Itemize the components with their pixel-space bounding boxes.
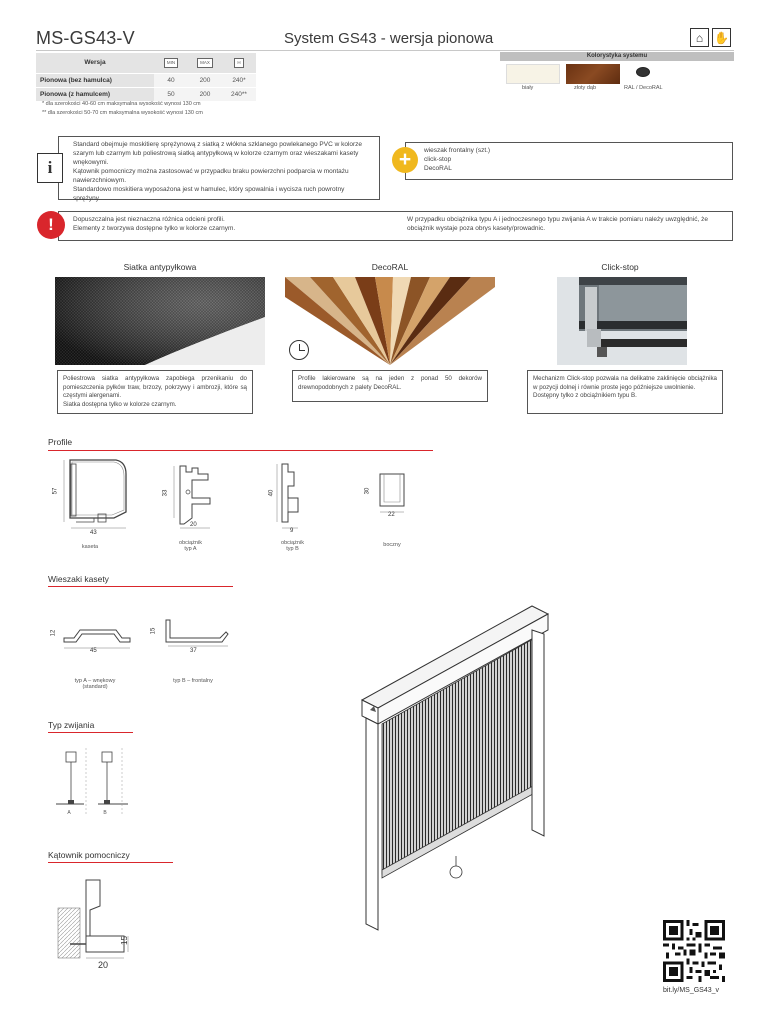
spec-header-h	[222, 53, 256, 73]
dimension-label: 9	[290, 528, 294, 534]
spec-table-header	[36, 53, 256, 73]
feature-title: DecoRAL	[371, 262, 409, 272]
swatch-label: złoty dąb	[574, 85, 597, 91]
options-box	[405, 142, 733, 180]
mesh-image	[55, 277, 265, 365]
product-illustration	[352, 600, 562, 932]
row-label: Pionowa (z hamulcem)	[36, 87, 154, 101]
feature-title: Siatka antypyłkowa	[123, 262, 197, 272]
footnote-2: ** dla szerokości 50-70 cm maksymalna wysokość wynosi 130 cm	[42, 110, 203, 116]
section-rule	[48, 450, 433, 451]
row-min: 40	[154, 73, 188, 87]
row-label: Pionowa (bez hamulca)	[36, 73, 154, 87]
dimension-label: 45	[90, 648, 97, 654]
hanger-caption: typ B – frontalny	[173, 678, 213, 684]
section-rule	[48, 732, 133, 733]
swatch-white	[506, 64, 560, 84]
swatch-golden-oak	[566, 64, 620, 84]
section-title-angle: Kątownik pomocniczy	[48, 850, 130, 860]
row-h: 240*	[222, 73, 256, 87]
feature-desc: Profile lakierowane są na jeden z ponad 50 dekorów drewnopodobnych z palety DecoRAL.	[292, 370, 488, 402]
info-paragraph: Standardowo moskitiera wyposażona jest w hamulec, który spowalnia i wycisza ruch powrotny sprężyny.	[73, 185, 345, 202]
spec-table	[36, 53, 256, 102]
info-paragraph: Standard obejmuje moskitierę sprężynową z siatką z włókna szklanego powlekanego PVC w kolorze szarym lub czarnym lub poliestrową siatką antypyłkową w kolorze czarnym oraz wieszakami kasety wnękowymi.	[73, 141, 363, 166]
warning-box	[58, 211, 733, 241]
feature-title: Click-stop	[601, 262, 639, 272]
header-rule	[36, 50, 734, 51]
info-icon: i	[37, 153, 63, 183]
section-title-winding: Typ zwijania	[48, 720, 95, 730]
swatch-label: biały	[522, 85, 534, 91]
info-box	[58, 136, 380, 200]
spec-header-max	[188, 53, 222, 73]
winding-types-drawing	[54, 744, 134, 820]
footnote-1: * dla szerokości 40-60 cm maksymalna wysokość wynosi 130 cm	[42, 101, 201, 107]
angle-drawing	[56, 876, 136, 964]
dimension-label: 20	[190, 522, 197, 528]
colors-title: Kolorystyka systemu	[500, 52, 734, 61]
profile-cassette-drawing	[54, 458, 134, 538]
feature-desc: Poliestrowa siatka antypyłkowa zapobiega przenikaniu do pomieszczenia pyłków traw, brzozy, pokrzywy i ambrozji, które są częstymi alergenami. Siatka dostępna tylko w kolorze czarnym.	[57, 370, 253, 414]
winding-label: A	[67, 810, 71, 816]
dimension-label: 22	[388, 512, 395, 518]
hand-icon: ✋	[712, 28, 731, 47]
qr-link[interactable]: bit.ly/MS_GS43_v	[663, 987, 720, 994]
max-width-icon: MAX	[197, 58, 213, 68]
click-stop-image	[557, 277, 687, 365]
dimension-label: 43	[90, 530, 97, 536]
dimension-label: 33	[162, 489, 169, 497]
qr-code[interactable]	[663, 920, 725, 982]
spec-header-min	[154, 53, 188, 73]
row-max: 200	[188, 87, 222, 101]
clock-icon	[289, 340, 309, 360]
height-icon: H	[234, 58, 243, 68]
dimension-label: 37	[190, 648, 197, 654]
decoral-image	[285, 277, 495, 365]
warning-line: Dopuszczalna jest nieznaczna różnica odcieni profili.	[73, 216, 225, 223]
profile-side-drawing	[372, 472, 412, 516]
spec-header-version: Wersja	[36, 53, 154, 73]
dimension-label: 20	[98, 960, 109, 970]
dimension-label: 30	[364, 487, 371, 495]
product-code: MS-GS43-V	[36, 28, 135, 48]
profile-caption: boczny	[383, 542, 401, 548]
option-item: wieszak frontalny (szt.)	[424, 147, 491, 154]
warning-right: W przypadku obciążnika typu A i jednoczesnego typu zwijania A w trakcie pomiaru należy uwzględnić, że obciążnik wystaje poza obrys kasety/prowadnic.	[407, 216, 708, 232]
house-icon: ⌂	[690, 28, 709, 47]
dimension-label: 57	[52, 487, 59, 495]
palette-icon	[636, 67, 650, 77]
section-rule	[48, 586, 233, 587]
min-width-icon: MIN	[164, 58, 178, 68]
dimension-label: 15	[119, 936, 129, 945]
profile-caption: kaseta	[81, 544, 99, 550]
winding-label: B	[103, 810, 107, 816]
row-min: 50	[154, 87, 188, 101]
swatch-label: RAL / DecoRAL	[624, 85, 663, 91]
warning-left	[73, 216, 383, 234]
plus-icon: +	[392, 147, 418, 173]
option-item: click-stop	[424, 155, 452, 163]
table-row	[36, 87, 256, 101]
option-item: DecoRAL	[424, 164, 452, 172]
dimension-label: 15	[150, 627, 157, 635]
hanger-caption: typ A – wnękowy (standard)	[74, 678, 116, 690]
section-title-hangers: Wieszaki kasety	[48, 574, 109, 584]
table-row	[36, 73, 256, 87]
section-title-profile: Profile	[48, 437, 73, 447]
profile-caption: obciążnik typ A	[179, 540, 202, 552]
row-max: 200	[188, 73, 222, 87]
row-h: 240**	[222, 87, 256, 101]
hanger-b-drawing	[160, 618, 232, 650]
warning-line: Elementy z tworzywa dostępne tylko w kolorze czarnym.	[73, 224, 236, 232]
page-title: System GS43 - wersja pionowa	[284, 30, 494, 47]
section-rule	[48, 862, 173, 863]
warning-icon: !	[37, 211, 65, 239]
feature-desc: Mechanizm Click-stop pozwala na delikatne zaklinięcie obciążnika w pozycji dolnej i równie proste jego późniejsze uwolnienie. Dostępny tylko z obciążnikiem typu B.	[527, 370, 723, 414]
info-paragraph: Kątownik pomocniczy można zastosować w przypadku braku powierzchni podparcia w montażu nawierzchniowym.	[73, 167, 349, 184]
profile-caption: obciążnik typ B	[281, 540, 304, 552]
dimension-label: 40	[268, 489, 275, 497]
profile-weight-b-drawing	[272, 462, 312, 534]
dimension-label: 12	[50, 629, 57, 637]
